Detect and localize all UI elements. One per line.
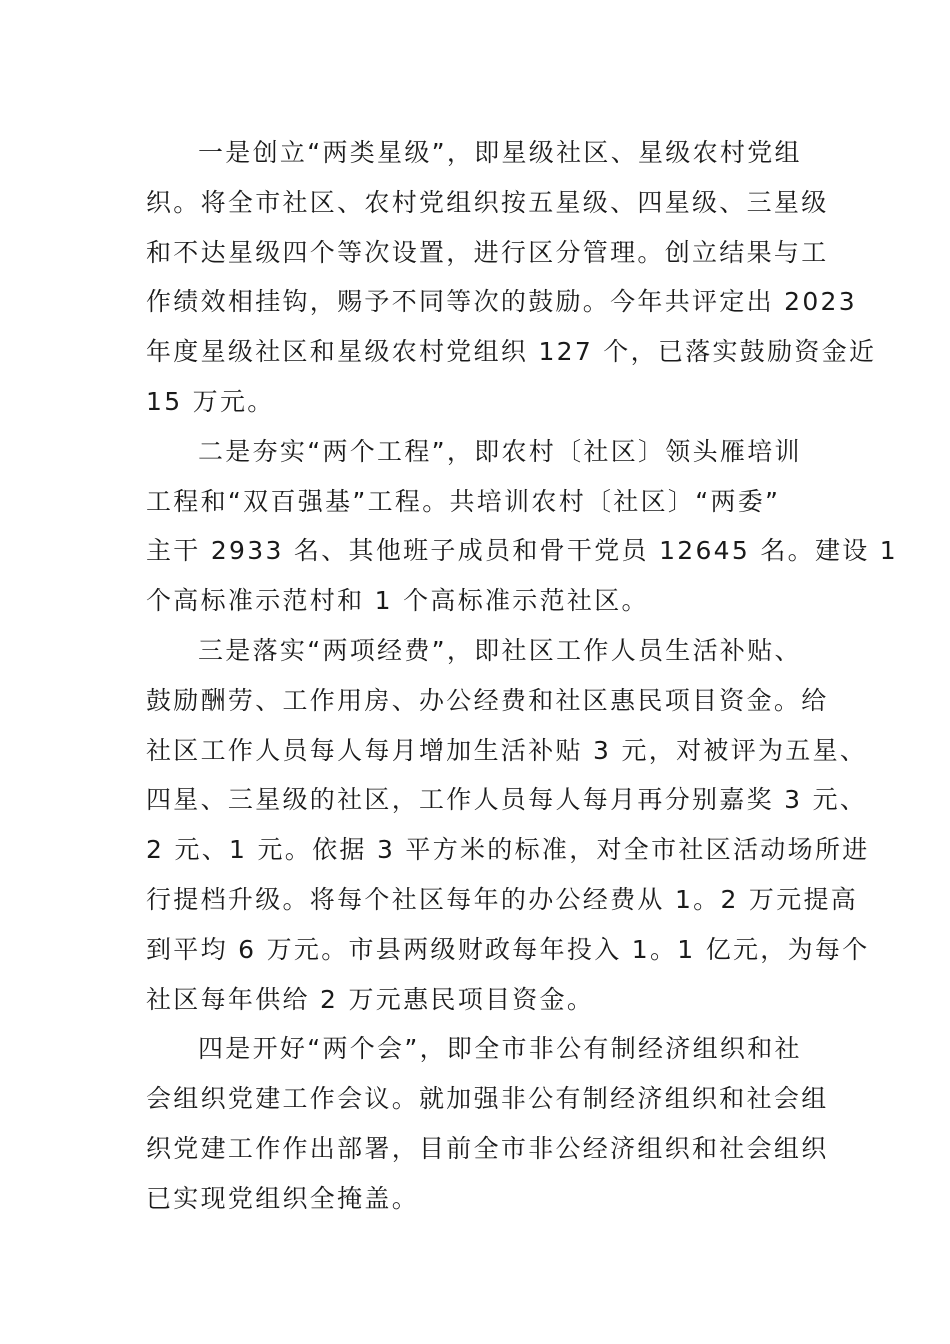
paragraph-line: 到平均 6 万元。市县两级财政每年投入 1。1 亿元，为每个	[146, 934, 870, 964]
paragraph-line: 2 元、1 元。依据 3 平方米的标准，对全市社区活动场所进	[146, 835, 870, 865]
paragraph-line: 行提档升级。将每个社区每年的办公经费从 1。2 万元提高	[146, 884, 859, 914]
paragraph-line: 四星、三星级的社区，工作人员每人每月再分别嘉奖 3 元、	[146, 785, 868, 815]
paragraph-line: 15 万元。	[146, 386, 275, 416]
paragraph-line: 社区每年供给 2 万元惠民项目资金。	[146, 984, 595, 1014]
document-body	[146, 128, 898, 1224]
paragraph-line: 织党建工作作出部署，目前全市非公经济组织和社会组织	[146, 1133, 829, 1163]
paragraph-line: 织。将全市社区、农村党组织按五星级、四星级、三星级	[146, 187, 829, 217]
paragraph-line: 作绩效相挂钩，赐予不同等次的鼓励。今年共评定出 2023	[146, 287, 857, 317]
paragraph-line: 一是创立“两类星级”，即星级社区、星级农村党组	[198, 138, 802, 167]
paragraph-line: 三是落实“两项经费”，即社区工作人员生活补贴、	[198, 635, 802, 665]
paragraph-line: 工程和“双百强基”工程。共培训农村〔社区〕“两委”	[146, 486, 781, 516]
paragraph-two-meetings	[146, 1024, 829, 1223]
paragraph-line: 和不达星级四个等次设置，进行区分管理。创立结果与工	[146, 237, 829, 267]
paragraph-line: 主干 2933 名、其他班子成员和骨干党员 12645 名。建设 1	[146, 536, 898, 566]
paragraph-line: 年度星级社区和星级农村党组织 127 个，已落实鼓励资金近	[146, 337, 877, 367]
paragraph-line: 个高标准示范村和 1 个高标准示范社区。	[146, 586, 649, 616]
paragraph-line: 二是夯实“两个工程”，即农村〔社区〕领头雁培训	[198, 436, 802, 466]
paragraph-line: 四是开好“两个会”，即全市非公有制经济组织和社	[198, 1034, 802, 1064]
paragraph-two-funds	[146, 626, 870, 1024]
paragraph-star-rating	[146, 128, 877, 427]
paragraph-two-projects	[146, 427, 898, 626]
paragraph-line: 鼓励酬劳、工作用房、办公经费和社区惠民项目资金。给	[146, 685, 829, 715]
paragraph-line: 社区工作人员每人每月增加生活补贴 3 元，对被评为五星、	[146, 735, 868, 765]
paragraph-line: 已实现党组织全掩盖。	[146, 1183, 420, 1213]
paragraph-line: 会组织党建工作会议。就加强非公有制经济组织和社会组	[146, 1084, 829, 1114]
